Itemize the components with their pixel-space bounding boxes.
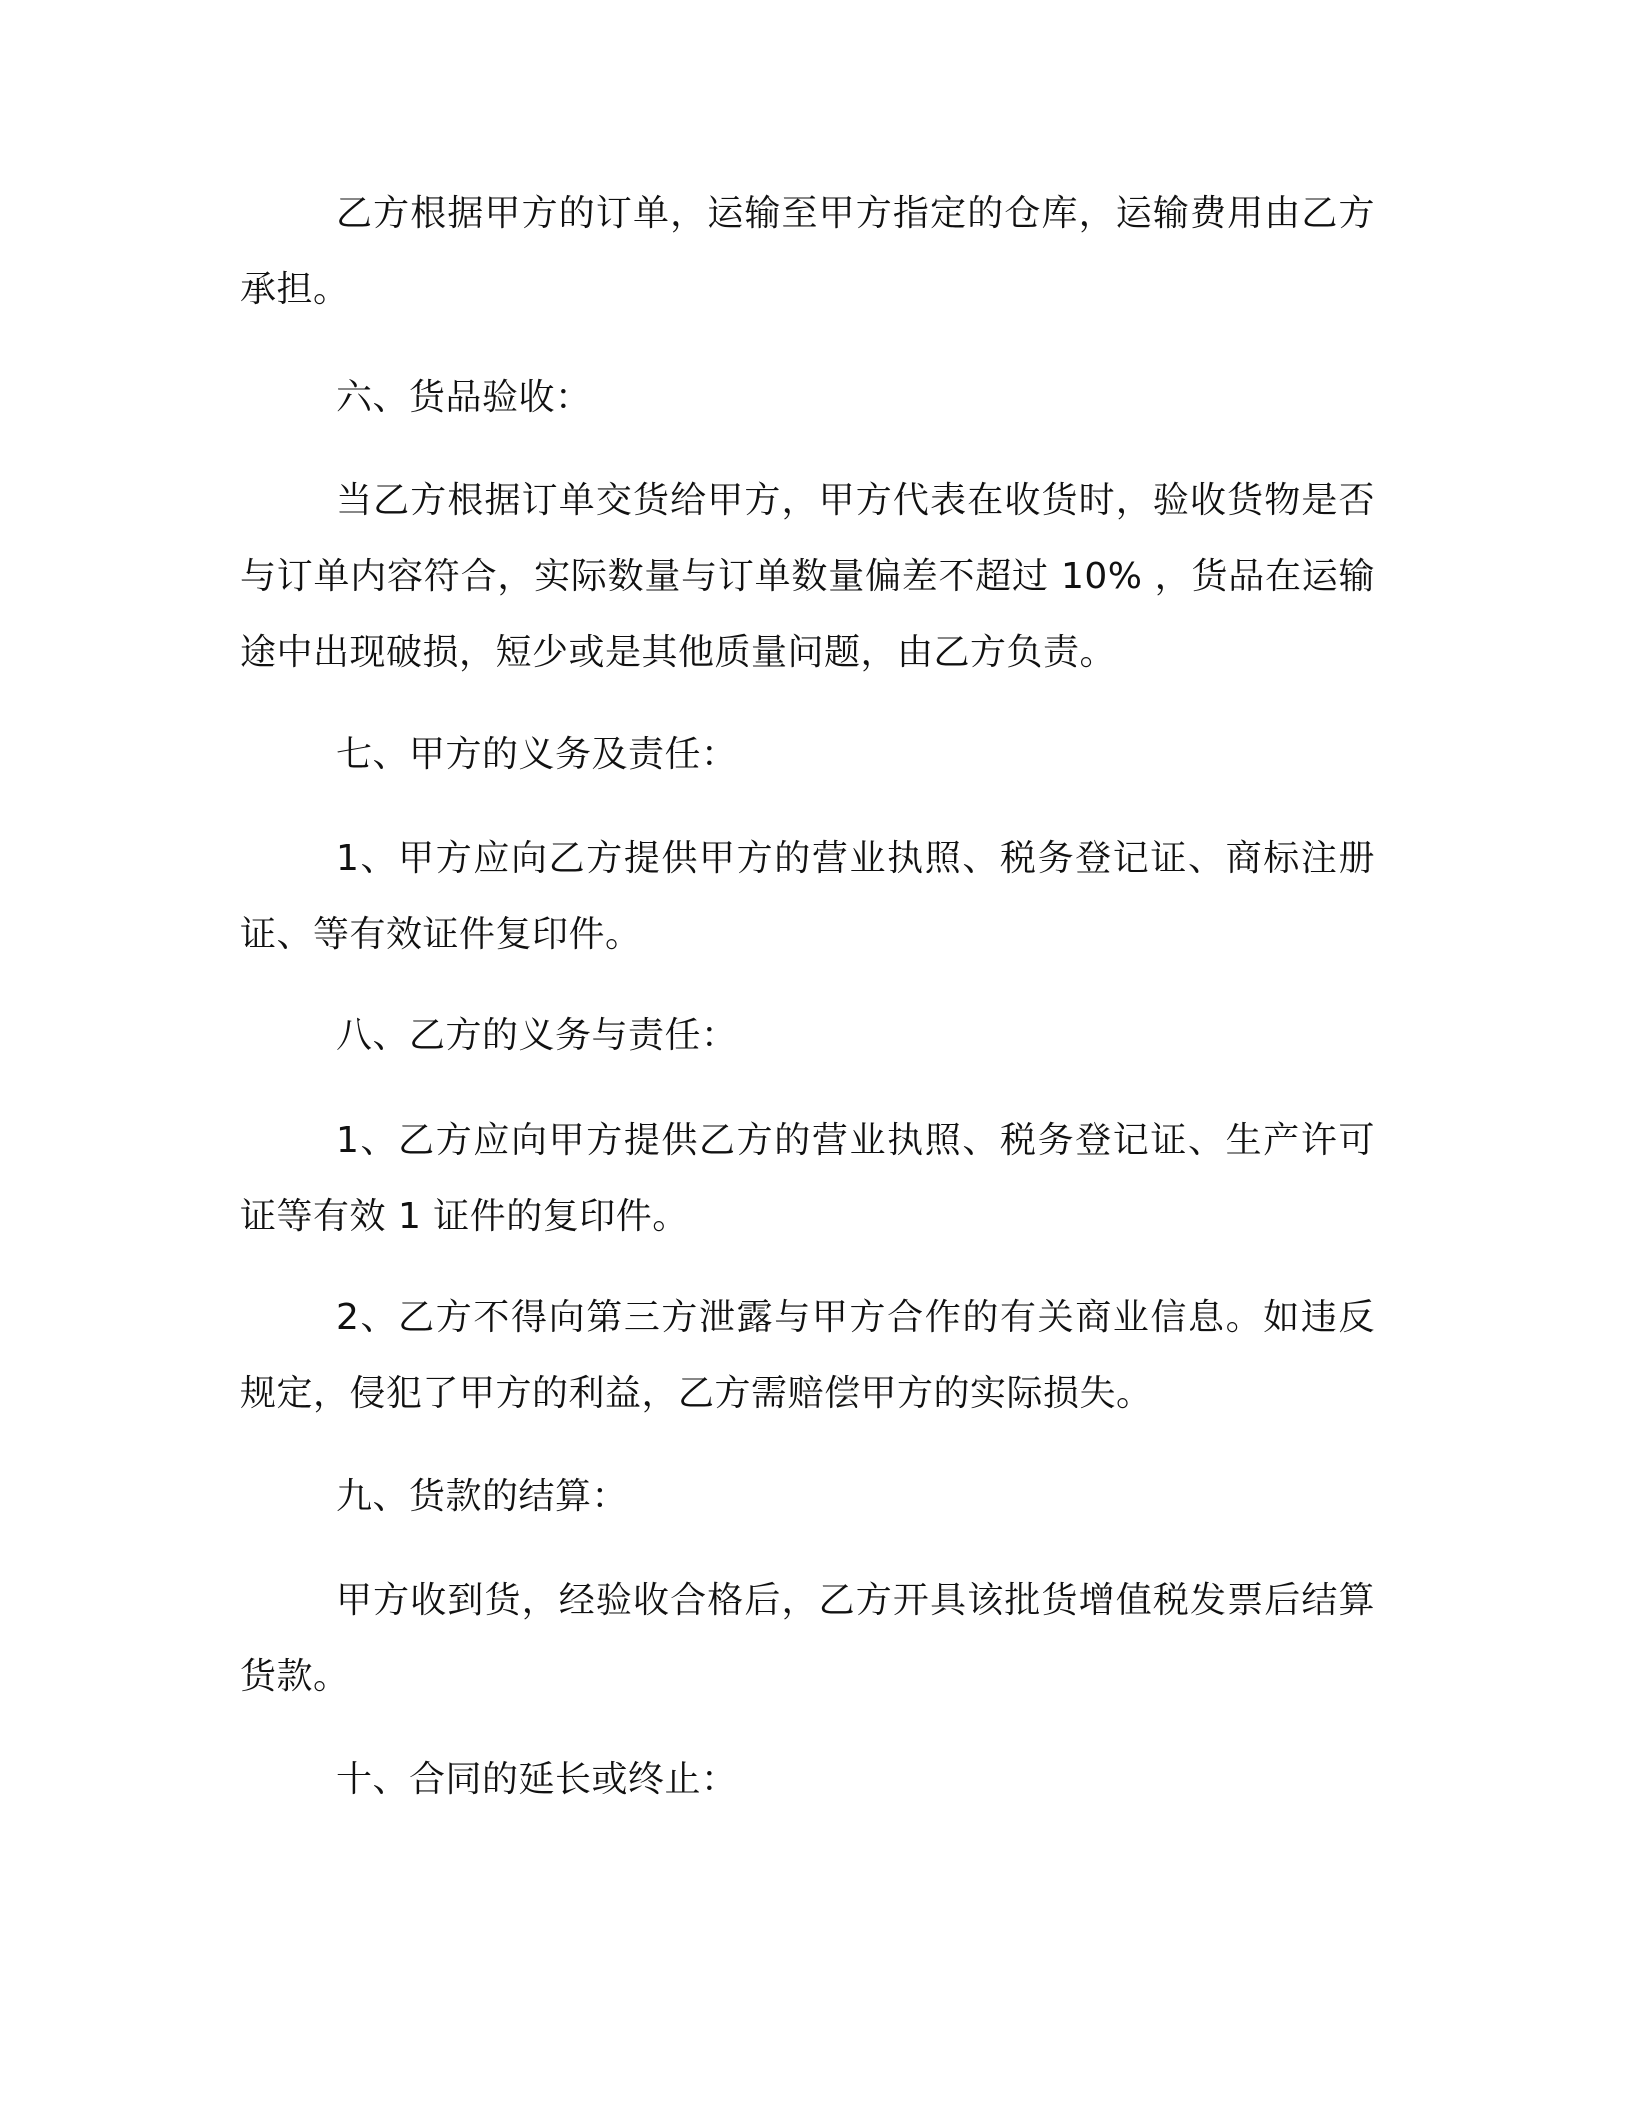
paragraph-party-b-item-2: 2、乙方不得向第三方泄露与甲方合作的有关商业信息。如违反规定，侵犯了甲方的利益，乙方需赔偿甲方的实际损失。: [240, 1297, 1375, 1414]
paragraph-party-b-item-1: 1、乙方应向甲方提供乙方的营业执照、税务登记证、生产许可证等有效 1 证件的复印件。: [240, 1120, 1375, 1237]
heading-goods-inspection: 六、货品验收：: [336, 377, 592, 418]
paragraph-payment: 甲方收到货，经验收合格后，乙方开具该批货增值税发票后结算货款。: [240, 1580, 1375, 1697]
heading-party-a-obligations: 七、甲方的义务及责任：: [336, 734, 738, 775]
heading-payment-settlement: 九、货款的结算：: [336, 1476, 629, 1517]
paragraph-party-a-item-1: 1、甲方应向乙方提供甲方的营业执照、税务登记证、商标注册证、等有效证件复印件。: [240, 838, 1375, 955]
heading-contract-extension: 十、合同的延长或终止：: [336, 1759, 738, 1800]
paragraph-transport: 乙方根据甲方的订单，运输至甲方指定的仓库，运输费用由乙方承担。: [240, 193, 1375, 310]
paragraph-inspection: 当乙方根据订单交货给甲方，甲方代表在收货时，验收货物是否与订单内容符合，实际数量与订单数量偏差不超过 10% ，货品在运输途中出现破损，短少或是其他质量问题，由乙方负责。: [240, 480, 1375, 673]
heading-party-b-obligations: 八、乙方的义务与责任：: [336, 1015, 738, 1056]
